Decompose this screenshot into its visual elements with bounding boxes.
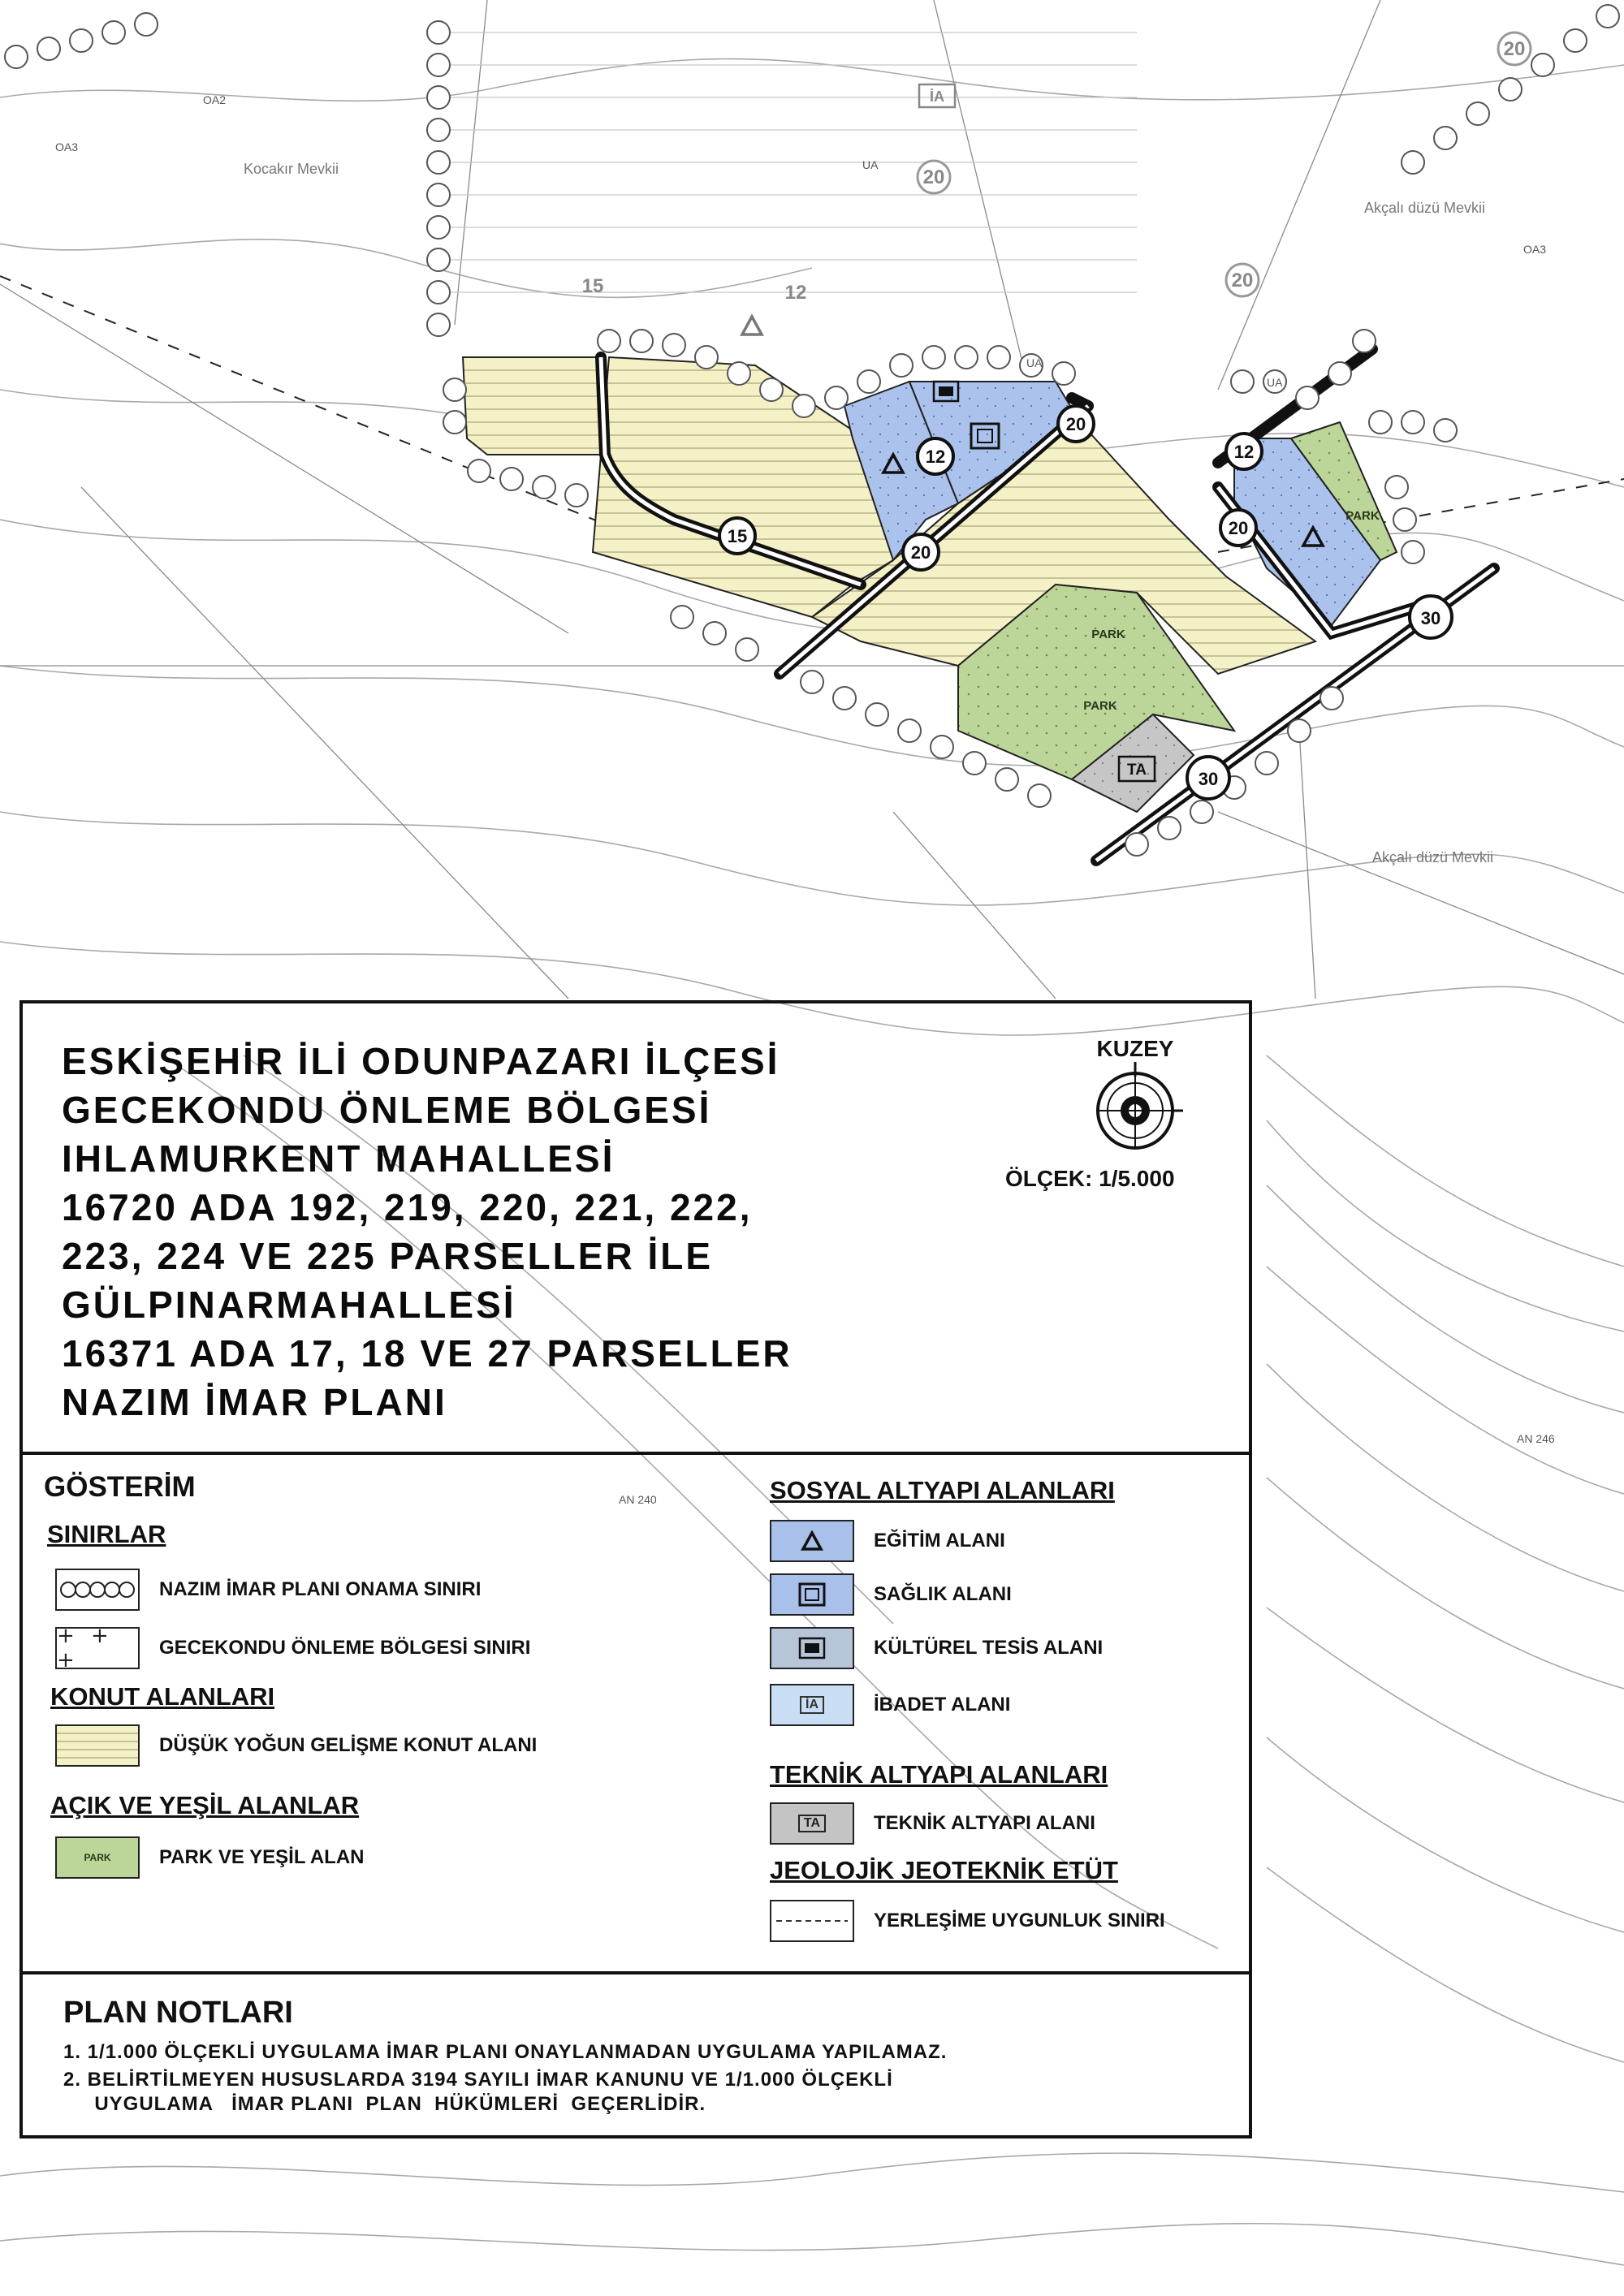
- title-line: 16371 ADA 17, 18 VE 27 PARSELLER: [62, 1332, 793, 1375]
- legend-item-park: [55, 1836, 365, 1879]
- road-label: 20: [1231, 270, 1254, 291]
- place-label: Akçalı düzü Mevkii: [1372, 849, 1494, 865]
- yerlesime-swatch: [770, 1900, 854, 1942]
- legend-label: İBADET ALANI: [874, 1694, 1011, 1716]
- legend-label: KÜLTÜREL TESİS ALANI: [874, 1637, 1104, 1659]
- legend-label: PARK VE YEŞİL ALAN: [159, 1846, 365, 1868]
- plan-notes: [23, 1974, 1252, 2138]
- note-item: 1. 1/1.000 ÖLÇEKLİ UYGULAMA İMAR PLANI ONAYLANMADAN UYGULAMA YAPILAMAZ.: [63, 2041, 948, 2063]
- notes-title: PLAN NOTLARI: [63, 1996, 293, 2030]
- note-item: 2. BELİRTİLMEYEN HUSUSLARDA 3194 SAYILI İMAR KANUNU VE 1/1.000 ÖLÇEKLİ: [63, 2069, 893, 2091]
- road-label: 15: [727, 526, 748, 546]
- park-label: PARK: [1091, 628, 1125, 641]
- title-line: ESKİŞEHİR İLİ ODUNPAZARI İLÇESİ: [62, 1040, 780, 1082]
- place-label: Akçalı düzü Mevkii: [1364, 200, 1486, 216]
- small-label: OA3: [55, 140, 79, 153]
- ibadet-swatch-label: İA: [800, 1696, 824, 1714]
- road-label: 20: [910, 542, 931, 563]
- legend-label: YERLEŞİME UYGUNLUK SINIRI: [874, 1910, 1165, 1931]
- ibadet-swatch: [770, 1684, 854, 1726]
- legend-label: DÜŞÜK YOĞUN GELİŞME KONUT ALANI: [159, 1734, 538, 1756]
- title-line: 16720 ADA 192, 219, 220, 221, 222,: [62, 1186, 753, 1228]
- section-teknik: TEKNİK ALTYAPI ALANLARI: [770, 1760, 1108, 1789]
- legend-label: NAZIM İMAR PLANI ONAMA SINIRI: [159, 1578, 482, 1600]
- small-label: UA: [1026, 356, 1043, 369]
- park-label: PARK: [1083, 699, 1117, 713]
- road-label: 30: [1198, 769, 1219, 789]
- title-line: NAZIM İMAR PLANI: [62, 1381, 447, 1423]
- north-label: KUZEY: [1096, 1036, 1174, 1061]
- legend-item-gecekondu: [55, 1624, 531, 1672]
- teknik-swatch: [770, 1802, 854, 1845]
- legend-item-konut: [55, 1724, 537, 1767]
- legend-item-egitim: [770, 1520, 1005, 1562]
- road-label: 20: [1503, 38, 1526, 60]
- kulturel-icon: [798, 1637, 826, 1659]
- legend-label: GECEKONDU ÖNLEME BÖLGESİ SINIRI: [159, 1637, 531, 1659]
- small-label: AN 246: [1517, 1432, 1555, 1445]
- north-arrow-icon: [1082, 1062, 1188, 1151]
- teknik-swatch-label: TA: [798, 1815, 826, 1832]
- section-acik-yesil: AÇIK VE YEŞİL ALANLAR: [50, 1791, 360, 1819]
- ia-label: İA: [930, 88, 944, 105]
- egitim-swatch: [770, 1520, 854, 1562]
- section-sinirlar: SINIRLAR: [47, 1520, 166, 1548]
- title-line: IHLAMURKENT MAHALLESİ: [62, 1137, 615, 1180]
- small-label: OA3: [1523, 243, 1547, 256]
- ta-label: TA: [1127, 762, 1147, 779]
- title-area: [23, 1003, 1252, 1455]
- park-label: PARK: [1345, 509, 1380, 523]
- place-label: Kocakır Mevkii: [244, 161, 339, 177]
- konut-zone-1: [463, 357, 601, 455]
- title-block: [19, 1000, 1252, 2138]
- legend-item-teknik: [770, 1802, 1095, 1845]
- onama-swatch: [55, 1569, 140, 1611]
- legend-item-saglik: [770, 1573, 1012, 1616]
- legend-area: [23, 1455, 1252, 1974]
- small-label: UA: [1267, 376, 1283, 389]
- legend-label: TEKNİK ALTYAPI ALANI: [874, 1812, 1095, 1834]
- park-swatch-label: PARK: [84, 1852, 111, 1863]
- legend-title: GÖSTERİM: [44, 1471, 196, 1503]
- note-item: UYGULAMA İMAR PLANI PLAN HÜKÜMLERİ GEÇERLİDİR.: [63, 2093, 706, 2115]
- gecekondu-swatch: + + +: [55, 1627, 140, 1669]
- road-label: 15: [581, 275, 604, 297]
- egitim-icon: [800, 1530, 824, 1552]
- scale-label: ÖLÇEK: 1/5.000: [1005, 1166, 1175, 1191]
- saglik-icon: [798, 1582, 826, 1607]
- ia-marker-upper: [919, 84, 955, 107]
- road-label: 20: [922, 166, 945, 188]
- road-label: 12: [1233, 442, 1255, 462]
- legend-item-onama: [55, 1569, 481, 1611]
- title-line: GECEKONDU ÖNLEME BÖLGESİ: [62, 1089, 712, 1131]
- title-line: 223, 224 VE 225 PARSELLER İLE: [62, 1235, 714, 1277]
- saglik-swatch: [770, 1573, 854, 1616]
- upper-road-labels: [582, 32, 1531, 304]
- section-sosyal: SOSYAL ALTYAPI ALANLARI: [770, 1476, 1115, 1504]
- road-label: 12: [784, 282, 807, 304]
- legend-item-ibadet: [770, 1684, 1010, 1726]
- kulturel-swatch: [770, 1627, 854, 1669]
- small-label: UA: [862, 158, 879, 171]
- section-jeolojik: JEOLOJİK JEOTEKNİK ETÜT: [770, 1856, 1118, 1884]
- section-konut: KONUT ALANLARI: [50, 1682, 275, 1711]
- legend-label: SAĞLIK ALANI: [874, 1583, 1012, 1605]
- small-label: AN 240: [619, 1493, 657, 1506]
- road-label: 30: [1420, 608, 1441, 628]
- konut-swatch: [55, 1724, 140, 1767]
- road-label: 20: [1228, 518, 1249, 538]
- legend-item-yerlesime: [770, 1900, 1165, 1942]
- road-label: 20: [1065, 414, 1086, 434]
- upper-hatch: [438, 32, 1137, 292]
- legend-item-kulturel: [770, 1627, 1103, 1669]
- egitim-icon: [742, 317, 762, 334]
- road-label: 12: [925, 447, 946, 467]
- park-swatch: [55, 1836, 140, 1879]
- north-indicator: [1062, 1036, 1208, 1155]
- small-label: OA2: [203, 93, 227, 106]
- legend-label: EĞİTİM ALANI: [874, 1530, 1005, 1552]
- title-line: GÜLPINARMAHALLESİ: [62, 1284, 516, 1326]
